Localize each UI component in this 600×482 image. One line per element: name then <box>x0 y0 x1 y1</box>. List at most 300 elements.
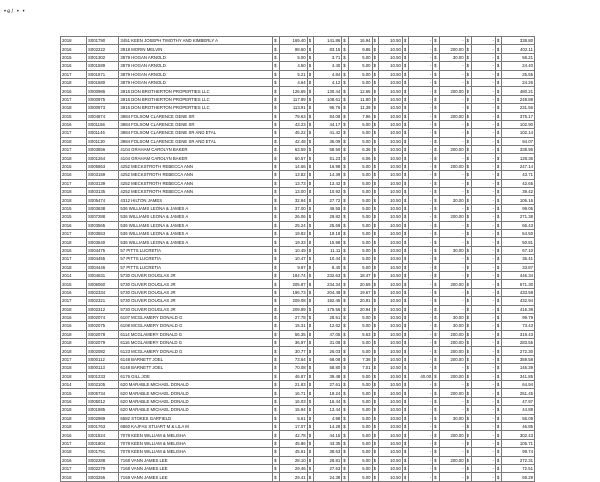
cell-account: S001580 <box>86 78 118 86</box>
cell-amount-v4: 10.50 <box>379 372 403 380</box>
cell-amount-v1: 43.23 <box>279 120 307 128</box>
cell-amount-v8: 94.07 <box>502 137 535 145</box>
cell-owner: 4252 MECKSTROTH REBECCA ANN <box>119 171 273 179</box>
cell-amount-v5: - <box>409 112 433 120</box>
cell-currency: $ <box>495 313 501 321</box>
cell-year: 2017 <box>61 255 87 263</box>
cell-currency: $ <box>342 78 348 86</box>
cell-amount-v2: 8.40 <box>314 263 342 271</box>
cell-currency: $ <box>372 213 378 221</box>
cell-amount-v4: 10.50 <box>379 473 403 481</box>
cell-account: S002334 <box>86 288 118 296</box>
cell-currency: $ <box>465 439 471 447</box>
cell-currency: $ <box>273 263 279 271</box>
cell-currency: $ <box>307 464 313 472</box>
cell-amount-v8: 72.51 <box>502 464 535 472</box>
cell-amount-v2: 36.09 <box>314 137 342 145</box>
cell-amount-v7: - <box>472 146 496 154</box>
cell-amount-v6: - <box>439 129 465 137</box>
cell-amount-v7: - <box>472 439 496 447</box>
cell-currency: $ <box>495 154 501 162</box>
cell-amount-v8: 480.21 <box>502 87 535 95</box>
cell-amount-v4: 10.50 <box>379 120 403 128</box>
cell-account: S007288 <box>86 213 118 221</box>
cell-amount-v6: - <box>439 229 465 237</box>
cell-amount-v7: - <box>472 70 496 78</box>
cell-amount-v2: 29.82 <box>314 213 342 221</box>
cell-amount-v7: - <box>472 255 496 263</box>
cell-amount-v6: 200.00 <box>439 431 465 439</box>
cell-amount-v2: 26.03 <box>314 347 342 355</box>
cell-amount-v4: 10.50 <box>379 339 403 347</box>
cell-amount-v5: - <box>409 104 433 112</box>
cell-amount-v8: 46.85 <box>502 422 535 430</box>
cell-currency: $ <box>465 120 471 128</box>
cell-currency: $ <box>342 330 348 338</box>
cell-currency: $ <box>433 464 439 472</box>
cell-currency: $ <box>465 448 471 456</box>
cell-currency: $ <box>402 95 408 103</box>
cell-amount-v5: - <box>409 297 433 305</box>
cell-currency: $ <box>402 112 408 120</box>
cell-currency: $ <box>433 280 439 288</box>
cell-amount-v8: 54.50 <box>502 229 535 237</box>
cell-currency: $ <box>495 288 501 296</box>
cell-currency: $ <box>465 53 471 61</box>
table-row <box>61 229 535 237</box>
cell-currency: $ <box>372 179 378 187</box>
cell-amount-v5: - <box>409 154 433 162</box>
cell-currency: $ <box>402 381 408 389</box>
cell-amount-v2: 14.28 <box>314 422 342 430</box>
cell-amount-v2: 3.71 <box>314 53 342 61</box>
cell-amount-v2: 204.48 <box>314 288 342 296</box>
cell-amount-v8: 319.43 <box>502 330 535 338</box>
cell-currency: $ <box>342 146 348 154</box>
delinquent-tax-table <box>60 36 535 482</box>
cell-currency: $ <box>342 448 348 456</box>
cell-amount-v2: 51.23 <box>314 154 342 162</box>
table-row <box>61 305 535 313</box>
cell-currency: $ <box>495 339 501 347</box>
cell-owner: 5730 OLIVER DOUGLAS JR <box>119 280 273 288</box>
cell-owner: 6148 BARNETT JOEL <box>119 364 273 372</box>
cell-amount-v4: 10.50 <box>379 129 403 137</box>
cell-amount-v1: 98.60 <box>279 45 307 53</box>
cell-amount-v1: 29.41 <box>279 473 307 481</box>
cell-amount-v5: - <box>409 70 433 78</box>
cell-amount-v8: 416.39 <box>502 305 535 313</box>
cell-owner: 3879 HOGAN ARNOLD <box>119 70 273 78</box>
cell-amount-v2: 19.24 <box>314 389 342 397</box>
cell-currency: $ <box>307 154 313 162</box>
cell-currency: $ <box>307 271 313 279</box>
cell-currency: $ <box>342 179 348 187</box>
cell-amount-v1: 15.31 <box>279 322 307 330</box>
cell-amount-v8: 24.40 <box>502 62 535 70</box>
cell-year: 2018 <box>61 372 87 380</box>
cell-amount-v1: 29.46 <box>279 464 307 472</box>
cell-currency: $ <box>273 179 279 187</box>
cell-amount-v6: - <box>439 95 465 103</box>
cell-amount-v5: - <box>409 238 433 246</box>
cell-currency: $ <box>372 372 378 380</box>
cell-currency: $ <box>372 456 378 464</box>
cell-amount-v5: - <box>409 397 433 405</box>
cell-amount-v3: 5.00 <box>348 78 372 86</box>
cell-year: 2014 <box>61 381 87 389</box>
cell-currency: $ <box>495 78 501 86</box>
cell-owner: 3984 FOLSOM CLARENCE GENE SR <box>119 112 273 120</box>
cell-amount-v3: 5.00 <box>348 179 372 187</box>
cell-amount-v1: 205.87 <box>279 280 307 288</box>
cell-amount-v1: 70.08 <box>279 364 307 372</box>
cell-currency: $ <box>495 221 501 229</box>
cell-currency: $ <box>465 271 471 279</box>
cell-currency: $ <box>372 137 378 145</box>
cell-amount-v8: 56.21 <box>502 53 535 61</box>
table-row <box>61 137 535 145</box>
cell-amount-v5: - <box>409 53 433 61</box>
cell-currency: $ <box>342 381 348 389</box>
cell-account: S003139 <box>86 179 118 187</box>
cell-owner: 7078 KEEN WILLIAM & MELISHA <box>119 431 273 439</box>
cell-currency: $ <box>273 322 279 330</box>
cell-year: 2018 <box>61 364 87 372</box>
cell-currency: $ <box>402 120 408 128</box>
cell-currency: $ <box>465 62 471 70</box>
cell-amount-v6: 200.00 <box>439 87 465 95</box>
cell-owner: 3451 KEEN JOSEPH TIMOTHY AND KIMBERLY A <box>119 37 273 45</box>
cell-amount-v2: 44.15 <box>314 431 342 439</box>
cell-amount-v7: - <box>472 397 496 405</box>
cell-year: 2018 <box>61 448 87 456</box>
cell-currency: $ <box>433 53 439 61</box>
cell-amount-v1: 4.64 <box>279 78 307 86</box>
cell-currency: $ <box>402 288 408 296</box>
cell-currency: $ <box>402 62 408 70</box>
cell-amount-v6: - <box>439 422 465 430</box>
cell-amount-v2: 130.44 <box>314 87 342 95</box>
cell-currency: $ <box>342 45 348 53</box>
cell-amount-v6: - <box>439 271 465 279</box>
cell-amount-v4: 10.50 <box>379 414 403 422</box>
cell-currency: $ <box>342 221 348 229</box>
cell-amount-v7: - <box>472 297 496 305</box>
cell-account: S003638 <box>86 204 118 212</box>
cell-currency: $ <box>495 196 501 204</box>
cell-currency: $ <box>372 154 378 162</box>
cell-currency: $ <box>372 87 378 95</box>
cell-currency: $ <box>273 204 279 212</box>
cell-currency: $ <box>402 389 408 397</box>
cell-amount-v6: - <box>439 448 465 456</box>
cell-amount-v5: - <box>409 313 433 321</box>
cell-currency: $ <box>342 271 348 279</box>
cell-currency: $ <box>372 448 378 456</box>
cell-currency: $ <box>433 171 439 179</box>
cell-currency: $ <box>307 305 313 313</box>
table-row <box>61 112 535 120</box>
cell-currency: $ <box>307 120 313 128</box>
cell-amount-v4: 10.50 <box>379 62 403 70</box>
table-row <box>61 473 535 481</box>
cell-amount-v4: 10.50 <box>379 87 403 95</box>
cell-currency: $ <box>273 355 279 363</box>
cell-amount-v7: - <box>472 347 496 355</box>
cell-currency: $ <box>372 297 378 305</box>
cell-currency: $ <box>465 414 471 422</box>
cell-owner: 5730 OLIVER DOUGLAS JR <box>119 288 273 296</box>
cell-amount-v3: 5.00 <box>348 213 372 221</box>
cell-year: 2017 <box>61 179 87 187</box>
cell-currency: $ <box>465 154 471 162</box>
cell-currency: $ <box>495 305 501 313</box>
cell-currency: $ <box>307 364 313 372</box>
cell-amount-v4: 10.50 <box>379 78 403 86</box>
table-row <box>61 389 535 397</box>
cell-currency: $ <box>273 305 279 313</box>
cell-amount-v6: 30.00 <box>439 322 465 330</box>
cell-year: 2018 <box>61 188 87 196</box>
cell-currency: $ <box>465 221 471 229</box>
cell-year: 2016 <box>61 313 87 321</box>
cell-currency: $ <box>495 70 501 78</box>
cell-amount-v2: 28.81 <box>314 456 342 464</box>
cell-currency: $ <box>307 53 313 61</box>
cell-currency: $ <box>372 288 378 296</box>
cell-amount-v7: - <box>472 389 496 397</box>
cell-year: 2018 <box>61 414 87 422</box>
cell-amount-v5: - <box>409 263 433 271</box>
cell-currency: $ <box>372 45 378 53</box>
cell-amount-v8: 66.43 <box>502 221 535 229</box>
cell-currency: $ <box>402 297 408 305</box>
cell-amount-v2: 16.44 <box>314 397 342 405</box>
cell-amount-v2: 15.98 <box>314 238 342 246</box>
cell-currency: $ <box>307 448 313 456</box>
cell-owner: 536 WILLIAMS LEONA & JAMES A <box>119 221 273 229</box>
cell-currency: $ <box>402 221 408 229</box>
cell-amount-v1: 32.94 <box>279 196 307 204</box>
table-row <box>61 381 535 389</box>
cell-amount-v4: 10.50 <box>379 263 403 271</box>
cell-amount-v8: 402.11 <box>502 45 535 53</box>
cell-amount-v4: 10.50 <box>379 70 403 78</box>
cell-currency: $ <box>433 439 439 447</box>
cell-amount-v1: 10.49 <box>279 246 307 254</box>
cell-amount-v7: - <box>472 112 496 120</box>
cell-amount-v1: 19.33 <box>279 238 307 246</box>
cell-amount-v1: 5.61 <box>279 414 307 422</box>
cell-currency: $ <box>495 414 501 422</box>
cell-amount-v2: 10.44 <box>314 255 342 263</box>
cell-currency: $ <box>372 162 378 170</box>
cell-owner: 7078 KEEN WILLIAM & MELISHA <box>119 439 273 447</box>
cell-year: 2018 <box>61 422 87 430</box>
cell-amount-v7: - <box>472 221 496 229</box>
cell-amount-v2: 58.80 <box>314 364 342 372</box>
cell-currency: $ <box>465 137 471 145</box>
cell-year: 2017 <box>61 95 87 103</box>
cell-owner: 4252 MECKSTROTH REBECCA ANN <box>119 179 273 187</box>
cell-amount-v6: 200.00 <box>439 213 465 221</box>
cell-year: 2018 <box>61 473 87 481</box>
cell-currency: $ <box>433 330 439 338</box>
cell-owner: 536 WILLIAMS LEONA & JAMES A <box>119 213 273 221</box>
cell-currency: $ <box>433 339 439 347</box>
cell-amount-v1: 113.91 <box>279 104 307 112</box>
cell-amount-v7: - <box>472 238 496 246</box>
cell-amount-v3: 5.00 <box>348 120 372 128</box>
cell-currency: $ <box>342 129 348 137</box>
cell-amount-v8: 432.94 <box>502 297 535 305</box>
cell-amount-v4: 10.50 <box>379 104 403 112</box>
cell-currency: $ <box>465 297 471 305</box>
cell-currency: $ <box>342 322 348 330</box>
cell-amount-v5: 40.00 <box>409 372 433 380</box>
cell-year: 2015 <box>61 280 87 288</box>
cell-currency: $ <box>465 104 471 112</box>
cell-currency: $ <box>342 238 348 246</box>
cell-amount-v6: - <box>439 78 465 86</box>
cell-currency: $ <box>273 414 279 422</box>
cell-amount-v2: 44.17 <box>314 120 342 128</box>
cell-currency: $ <box>465 162 471 170</box>
scan-corner-mark: •e/ • • <box>4 9 26 15</box>
cell-amount-v6: - <box>439 188 465 196</box>
cell-account: S006060 <box>86 280 118 288</box>
cell-amount-v5: - <box>409 45 433 53</box>
cell-amount-v3: 11.80 <box>348 95 372 103</box>
cell-amount-v6: 200.00 <box>439 456 465 464</box>
cell-owner: 6176 GILL JOE <box>119 372 273 380</box>
cell-currency: $ <box>465 246 471 254</box>
cell-currency: $ <box>402 271 408 279</box>
cell-amount-v7: - <box>472 406 496 414</box>
cell-currency: $ <box>433 297 439 305</box>
cell-currency: $ <box>433 414 439 422</box>
cell-owner: 6108 MCGLAMERY DONALD G <box>119 322 273 330</box>
cell-currency: $ <box>433 229 439 237</box>
cell-amount-v1: 17.07 <box>279 422 307 430</box>
cell-owner: 3984 FOLSOM CLARENCE GENE SR AND ETAL <box>119 137 273 145</box>
cell-amount-v8: 64.94 <box>502 381 535 389</box>
cell-currency: $ <box>402 204 408 212</box>
cell-amount-v5: - <box>409 431 433 439</box>
cell-amount-v5: - <box>409 389 433 397</box>
cell-amount-v6: - <box>439 154 465 162</box>
cell-account: S001824 <box>86 431 118 439</box>
cell-amount-v8: 56.09 <box>502 414 535 422</box>
cell-currency: $ <box>465 456 471 464</box>
table-row <box>61 146 535 154</box>
cell-account: S002222 <box>86 45 118 53</box>
cell-currency: $ <box>495 322 501 330</box>
cell-amount-v8: 272.30 <box>502 347 535 355</box>
cell-currency: $ <box>495 188 501 196</box>
cell-amount-v7: - <box>472 45 496 53</box>
cell-amount-v3: 20.91 <box>348 297 372 305</box>
table-row <box>61 406 535 414</box>
cell-amount-v5: - <box>409 146 433 154</box>
cell-currency: $ <box>465 406 471 414</box>
cell-currency: $ <box>465 397 471 405</box>
cell-amount-v5: - <box>409 439 433 447</box>
cell-amount-v6: - <box>439 171 465 179</box>
cell-amount-v5: - <box>409 95 433 103</box>
cell-amount-v2: 24.38 <box>314 473 342 481</box>
cell-currency: $ <box>273 406 279 414</box>
cell-currency: $ <box>465 263 471 271</box>
cell-currency: $ <box>495 129 501 137</box>
cell-amount-v1: 9.97 <box>279 263 307 271</box>
cell-currency: $ <box>342 196 348 204</box>
cell-amount-v3: 16.94 <box>348 37 372 45</box>
cell-currency: $ <box>495 422 501 430</box>
table-row <box>61 330 535 338</box>
cell-currency: $ <box>342 137 348 145</box>
table-row <box>61 221 535 229</box>
cell-currency: $ <box>372 255 378 263</box>
cell-amount-v7: - <box>472 188 496 196</box>
cell-amount-v3: 5.00 <box>348 406 372 414</box>
cell-currency: $ <box>342 62 348 70</box>
cell-amount-v6: - <box>439 70 465 78</box>
cell-currency: $ <box>402 322 408 330</box>
cell-amount-v7: - <box>472 339 496 347</box>
cell-amount-v8: 105.71 <box>502 439 535 447</box>
cell-currency: $ <box>495 406 501 414</box>
cell-amount-v6: 30.00 <box>439 196 465 204</box>
cell-currency: $ <box>273 37 279 45</box>
cell-currency: $ <box>465 347 471 355</box>
cell-currency: $ <box>433 389 439 397</box>
table-row <box>61 297 535 305</box>
cell-currency: $ <box>465 188 471 196</box>
cell-amount-v8: 359.58 <box>502 355 535 363</box>
cell-owner: 6860 KAJFAS STUART M & LILA M <box>119 422 273 430</box>
cell-owner: 4104 GRAHAM CAROLYN BAKER <box>119 154 273 162</box>
cell-year: 2016 <box>61 456 87 464</box>
cell-currency: $ <box>465 204 471 212</box>
cell-amount-v2: 10.92 <box>314 188 342 196</box>
cell-currency: $ <box>402 171 408 179</box>
table-row <box>61 448 535 456</box>
cell-currency: $ <box>433 422 439 430</box>
cell-currency: $ <box>433 112 439 120</box>
cell-owner: 536 WILLIAMS LEONA & JAMES A <box>119 229 273 237</box>
cell-currency: $ <box>465 95 471 103</box>
cell-currency: $ <box>433 104 439 112</box>
cell-amount-v7: - <box>472 414 496 422</box>
cell-amount-v4: 10.50 <box>379 439 403 447</box>
cell-currency: $ <box>433 204 439 212</box>
table-row <box>61 355 535 363</box>
table-row <box>61 372 535 380</box>
cell-amount-v7: - <box>472 120 496 128</box>
cell-currency: $ <box>465 280 471 288</box>
cell-account: S001264 <box>86 154 118 162</box>
cell-amount-v8: 247.14 <box>502 162 535 170</box>
cell-account: S000975 <box>86 95 118 103</box>
cell-amount-v5: - <box>409 355 433 363</box>
cell-currency: $ <box>402 464 408 472</box>
cell-amount-v4: 10.50 <box>379 37 403 45</box>
cell-amount-v5: - <box>409 78 433 86</box>
cell-currency: $ <box>273 255 279 263</box>
cell-currency: $ <box>342 372 348 380</box>
